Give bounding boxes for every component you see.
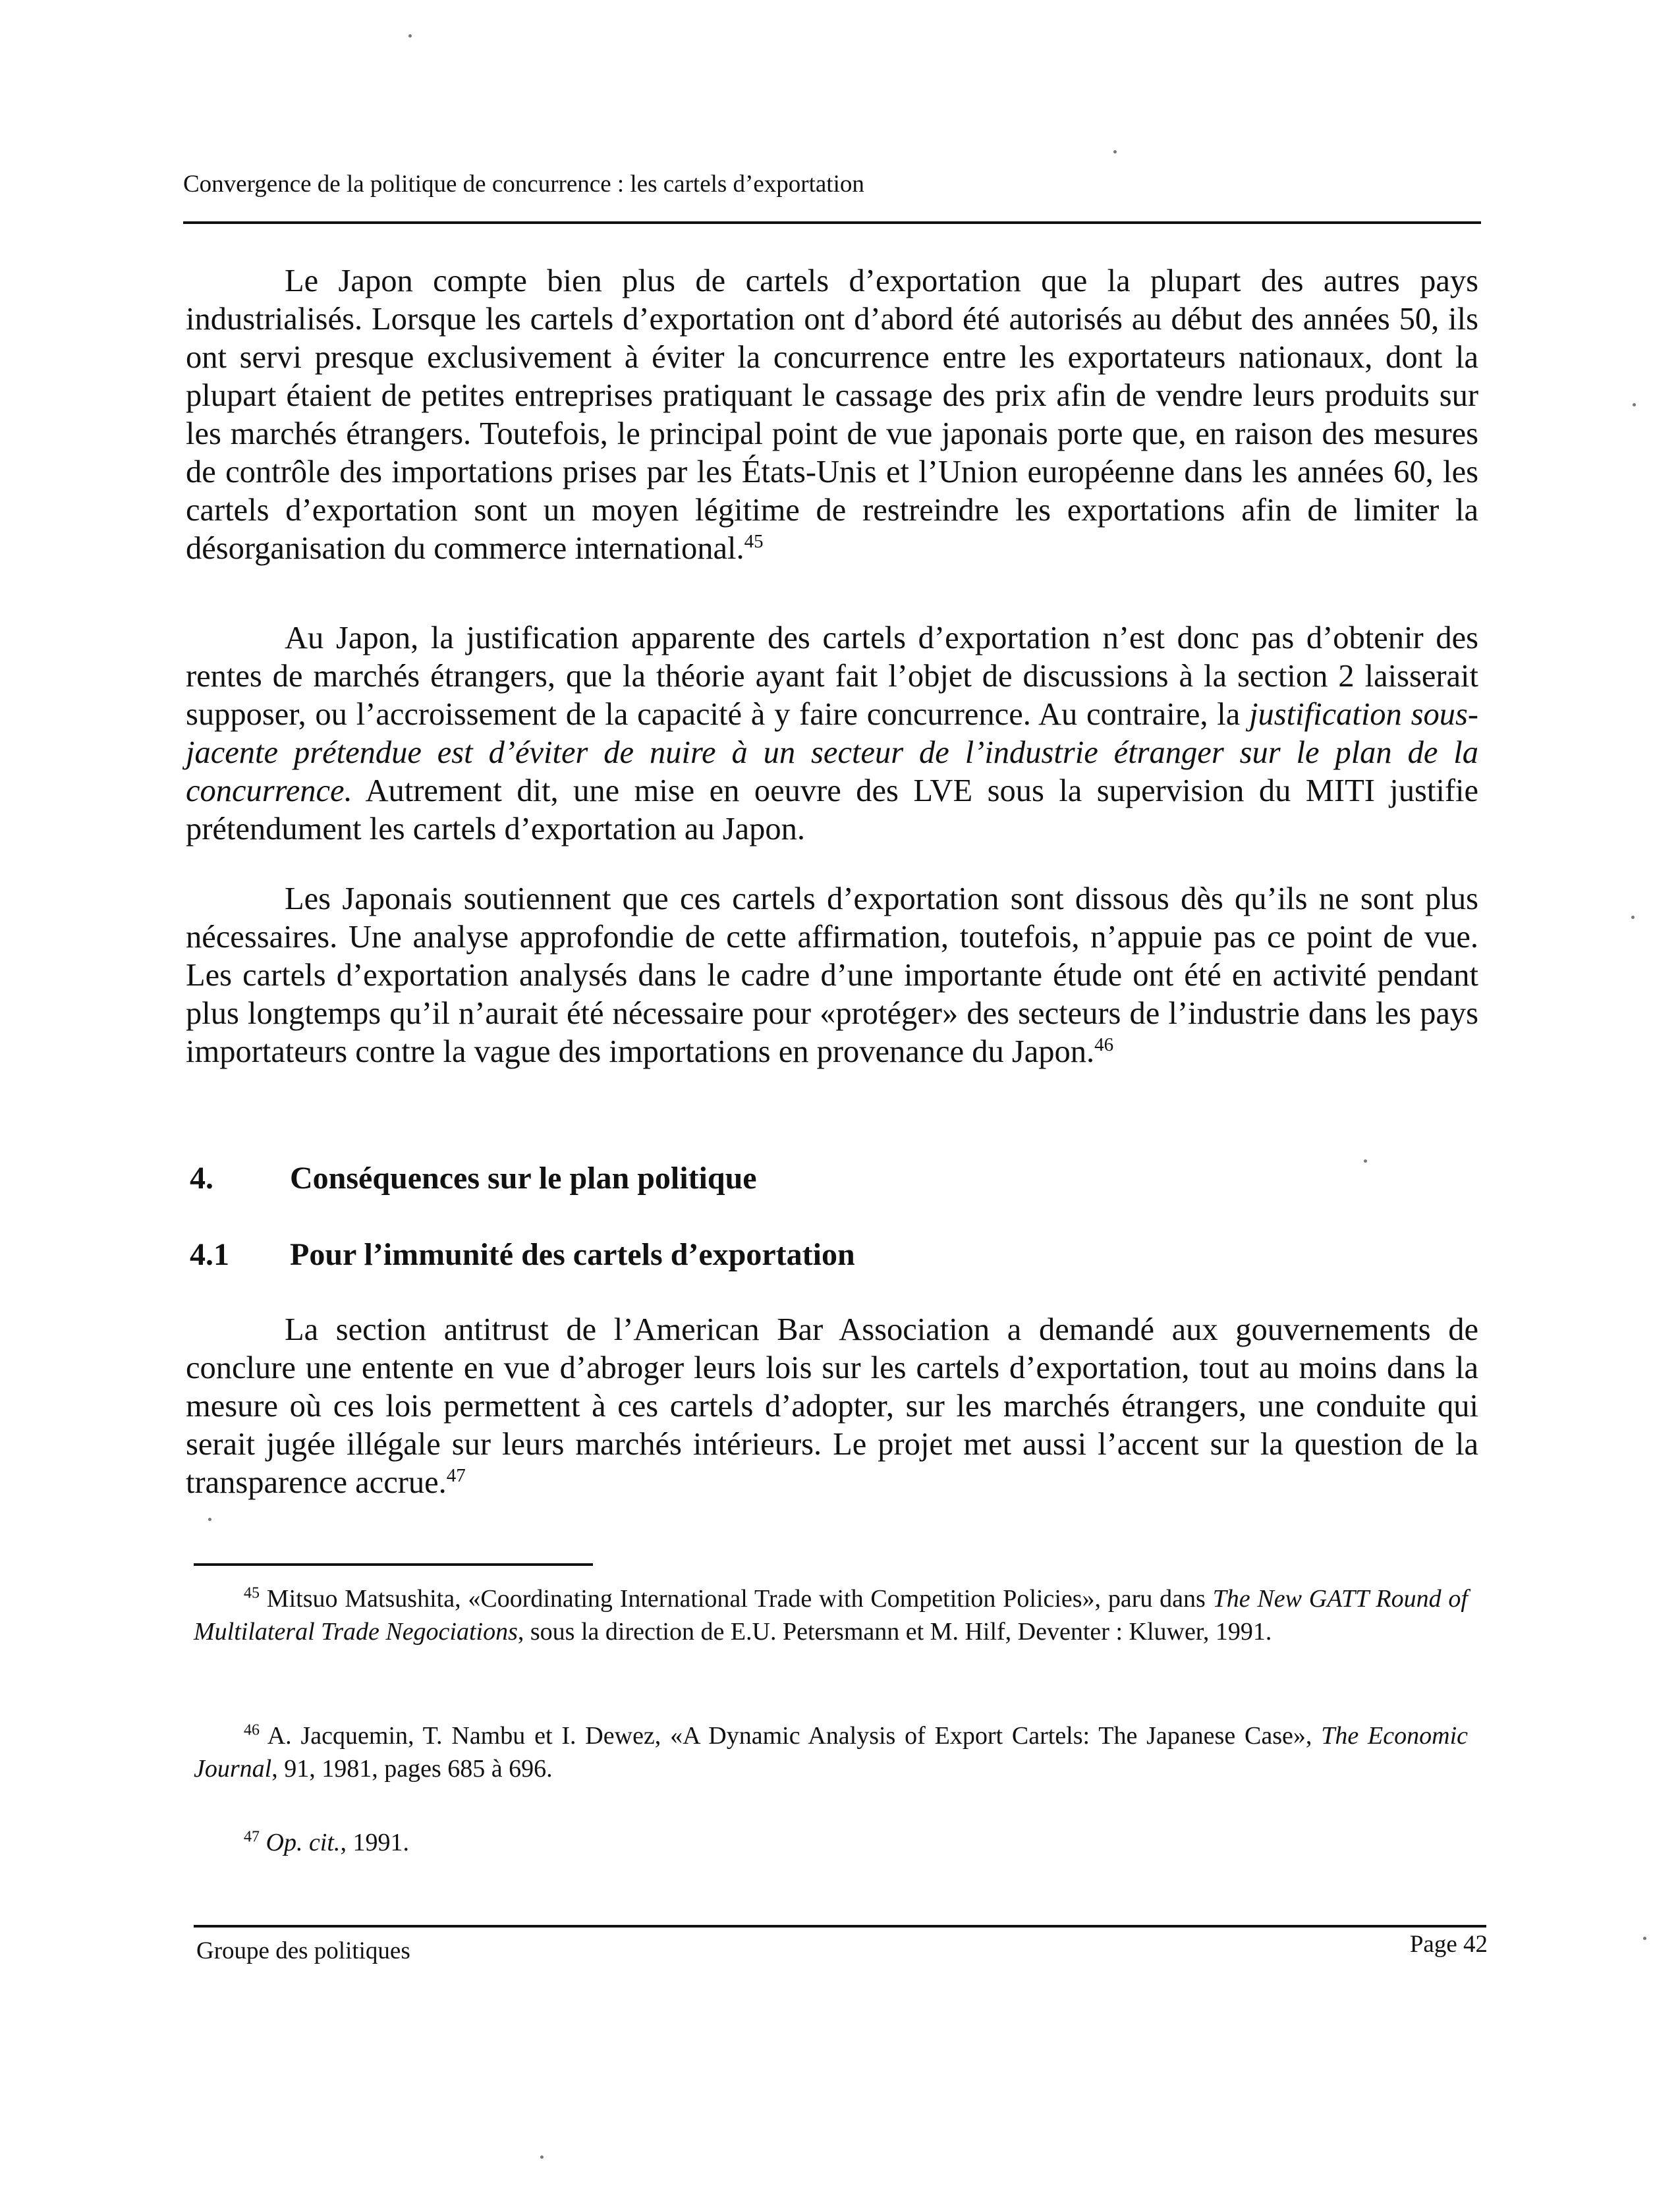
subsection-title: Pour l’immunité des cartels d’exportation: [290, 1237, 855, 1272]
footnote-47-year: , 1991.: [340, 1829, 409, 1856]
paragraph-4: [186, 1311, 1478, 1502]
footnote-mark-47: 47: [244, 1828, 260, 1846]
header-rule: [183, 221, 1481, 224]
section-number: 4.: [190, 1161, 213, 1196]
footnote-46-text-end: , 91, 1981, pages 685 à 696.: [271, 1755, 553, 1783]
footnote-45: [194, 1582, 1468, 1648]
scan-speck: [408, 34, 412, 38]
paragraph-1: [186, 262, 1478, 568]
paragraph-3: [186, 880, 1478, 1071]
scan-speck: [1643, 1937, 1646, 1940]
footnote-46-text: A. Jacquemin, T. Nambu et I. Dewez, «A Dynamic Analysis of Export Cartels: The Japanese Case»,: [260, 1722, 1322, 1750]
section-title: Conséquences sur le plan politique: [290, 1161, 757, 1196]
footnote-47: [194, 1826, 1468, 1859]
scan-speck: [540, 2155, 544, 2159]
footnote-ref-45[interactable]: 45: [744, 530, 764, 552]
section-heading-4-1: [190, 1236, 1442, 1274]
section-heading-4: [190, 1159, 1442, 1198]
scan-speck: [1113, 150, 1117, 153]
scan-speck: [208, 1518, 211, 1521]
scan-speck: [1364, 1159, 1367, 1163]
paragraph-4-text: La section antitrust de l’American Bar Association a demandé aux gouvernements de conclure une entente en vue d’abroger leurs lois sur les cartels d’exportation, tout au moins dans la mesure où ces lois permettent à ces cartels d’adopter, sur les marchés étrangers, une conduite qui serait jugée illégale sur leurs marchés intérieurs. Le projet met aussi l’accent sur la question de la transparence accrue.: [186, 1312, 1478, 1500]
paragraph-3-text: Les Japonais soutiennent que ces cartels d’exportation sont dissous dès qu’ils ne sont plus nécessaires. Une analyse approfondie de cette affirmation, toutefois, n’appuie pas ce point de vue. Les cartels d’exportation analysés dans le cadre d’une importante étude ont été en activité pendant plus longtemps qu’il n’aurait été nécessaire pour «protéger» des secteurs de l’industrie dans les pays importateurs contre la vague des importations en provenance du Japon.: [186, 881, 1478, 1069]
paragraph-2-text-end: Autrement dit, une mise en oeuvre des LVE sous la supervision du MITI justifie prétendument les cartels d’exportation au Japon.: [186, 773, 1478, 847]
running-header: Convergence de la politique de concurrence : les cartels d’exportation: [183, 171, 864, 198]
paragraph-1-text: Le Japon compte bien plus de cartels d’exportation que la plupart des autres pays industrialisés. Lorsque les cartels d’exportation ont d’abord été autorisés au début des années 50, ils ont servi presque exclusivement à éviter la concurrence entre les exportateurs nationaux, dont la plupart étaient de petites entreprises pratiquant le cassage des prix afin de vendre leurs produits sur les marchés étrangers. Toutefois, le principal point de vue japonais porte que, en raison des mesures de contrôle des importations prises par les États-Unis et l’Union européenne dans les années 60, les cartels d’exportation sont un moyen légitime de restreindre les exportations afin de limiter la désorganisation du commerce international.: [186, 264, 1478, 566]
footer-rule: [194, 1925, 1486, 1928]
scan-speck: [1631, 916, 1635, 919]
footnote-ref-47[interactable]: 47: [446, 1464, 466, 1486]
page-number: Page 42: [1409, 1931, 1488, 1958]
footnote-45-text-end: , sous la direction de E.U. Petersmann et M. Hilf, Deventer : Kluwer, 1991.: [517, 1618, 1272, 1646]
footnote-mark-45: 45: [244, 1584, 260, 1602]
scan-speck: [1633, 403, 1636, 406]
footer-group-name: Groupe des politiques: [196, 1937, 410, 1964]
paragraph-2-text-start: Au Japon, la justification apparente des cartels d’exportation n’est donc pas d’obtenir des rentes de marchés étrangers, que la théorie ayant fait l’objet de discussions à la section 2 laisserait supposer, ou l’accroissement de la capacité à y faire concurrence. Au contraire, la: [186, 621, 1478, 732]
footnote-47-opcit: Op. cit.: [260, 1829, 341, 1856]
footnote-ref-46[interactable]: 46: [1094, 1034, 1114, 1055]
footnote-46: [194, 1719, 1468, 1785]
footnote-46-journal: The Economic Journal: [194, 1722, 1468, 1783]
paragraph-2: [186, 619, 1478, 848]
footnote-45-text: Mitsuo Matsushita, «Coordinating International Trade with Competition Policies», paru dans: [260, 1585, 1213, 1613]
footnote-45-title: The New GATT Round of Multilateral Trade Negociations: [194, 1585, 1468, 1646]
subsection-number: 4.1: [190, 1237, 229, 1272]
footnote-separator: [194, 1563, 593, 1566]
paragraph-2-emphasis: justification sous-jacente prétendue est d’éviter de nuire à un secteur de l’industrie étranger sur le plan de la concurrence.: [186, 697, 1478, 808]
footnote-mark-46: 46: [244, 1721, 260, 1739]
